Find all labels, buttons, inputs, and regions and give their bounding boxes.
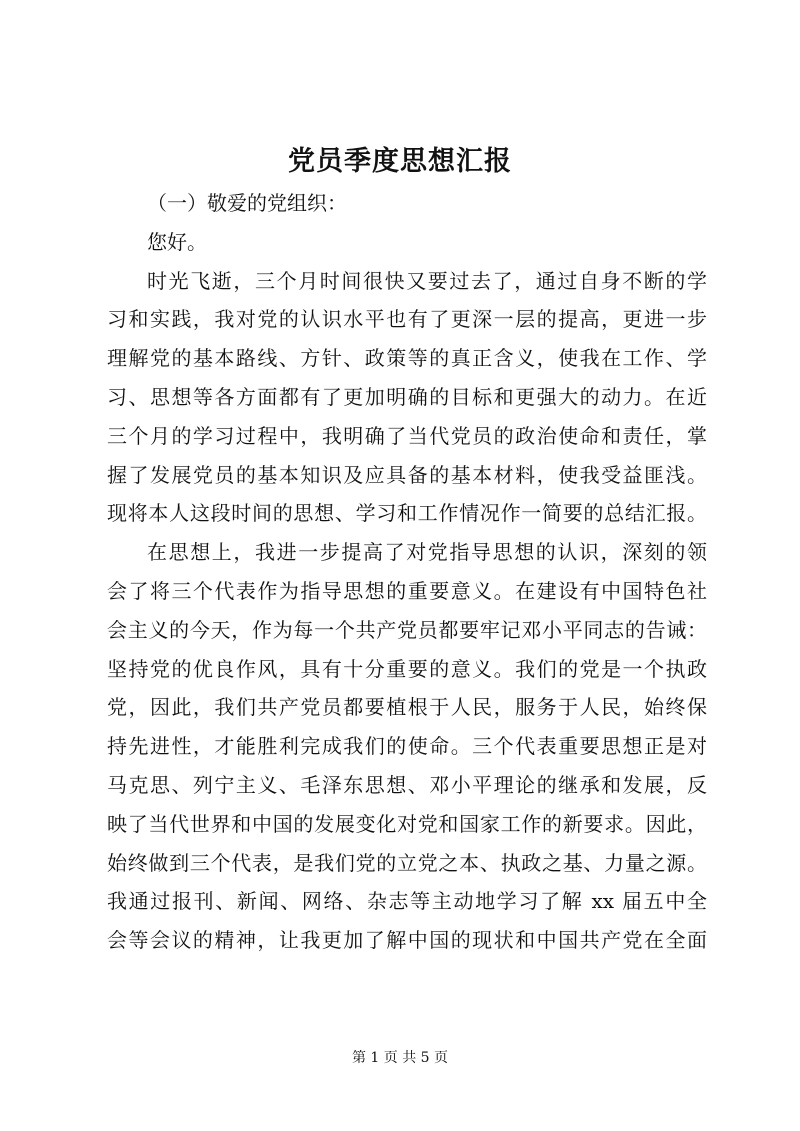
body-line: 持先进性，才能胜利完成我们的使命。三个代表重要思想正是对: [107, 734, 707, 759]
document-body: [107, 184, 707, 960]
body-line: 会了将三个代表作为指导思想的重要意义。在建设有中国特色社: [107, 578, 707, 603]
body-line: 握了发展党员的基本知识及应具备的基本材料，使我受益匪浅。: [107, 462, 707, 487]
greeting-line: 您好。: [147, 229, 207, 254]
body-line: 会主义的今天，作为每一个共产党员都要牢记邓小平同志的告诫：: [107, 617, 707, 642]
body-line: 在思想上，我进一步提高了对党指导思想的认识，深刻的领: [147, 540, 707, 565]
body-line: 时光飞逝，三个月时间很快又要过去了，通过自身不断的学: [147, 268, 707, 293]
page-footer: 第 1 页 共 5 页: [351, 1050, 449, 1066]
body-line: 坚持党的优良作风，具有十分重要的意义。我们的党是一个执政: [107, 656, 707, 681]
body-line: 习、思想等各方面都有了更加明确的目标和更强大的动力。在近: [107, 384, 707, 409]
document-title: 党员季度思想汇报: [288, 146, 512, 177]
body-line: 我通过报刊、新闻、网络、杂志等主动地学习了解 xx 届五中全: [107, 889, 707, 914]
body-line: 马克思、列宁主义、毛泽东思想、邓小平理论的继承和发展，反: [107, 772, 707, 797]
salutation-line: （一）敬爱的党组织：: [147, 191, 347, 215]
body-line: 现将本人这段时间的思想、学习和工作情况作一简要的总结汇报。: [107, 501, 707, 526]
body-line: 理解党的基本路线、方针、政策等的真正含义，使我在工作、学: [107, 346, 707, 371]
body-line: 会等会议的精神，让我更加了解中国的现状和中国共产党在全面: [107, 928, 707, 953]
body-line: 映了当代世界和中国的发展变化对党和国家工作的新要求。因此，: [107, 811, 707, 836]
body-line: 习和实践，我对党的认识水平也有了更深一层的提高，更进一步: [107, 307, 707, 332]
body-line: 党，因此，我们共产党员都要植根于人民，服务于人民，始终保: [107, 695, 707, 720]
body-line: 三个月的学习过程中，我明确了当代党员的政治使命和责任，掌: [107, 423, 707, 448]
body-line: 始终做到三个代表，是我们党的立党之本、执政之基、力量之源。: [107, 850, 707, 875]
